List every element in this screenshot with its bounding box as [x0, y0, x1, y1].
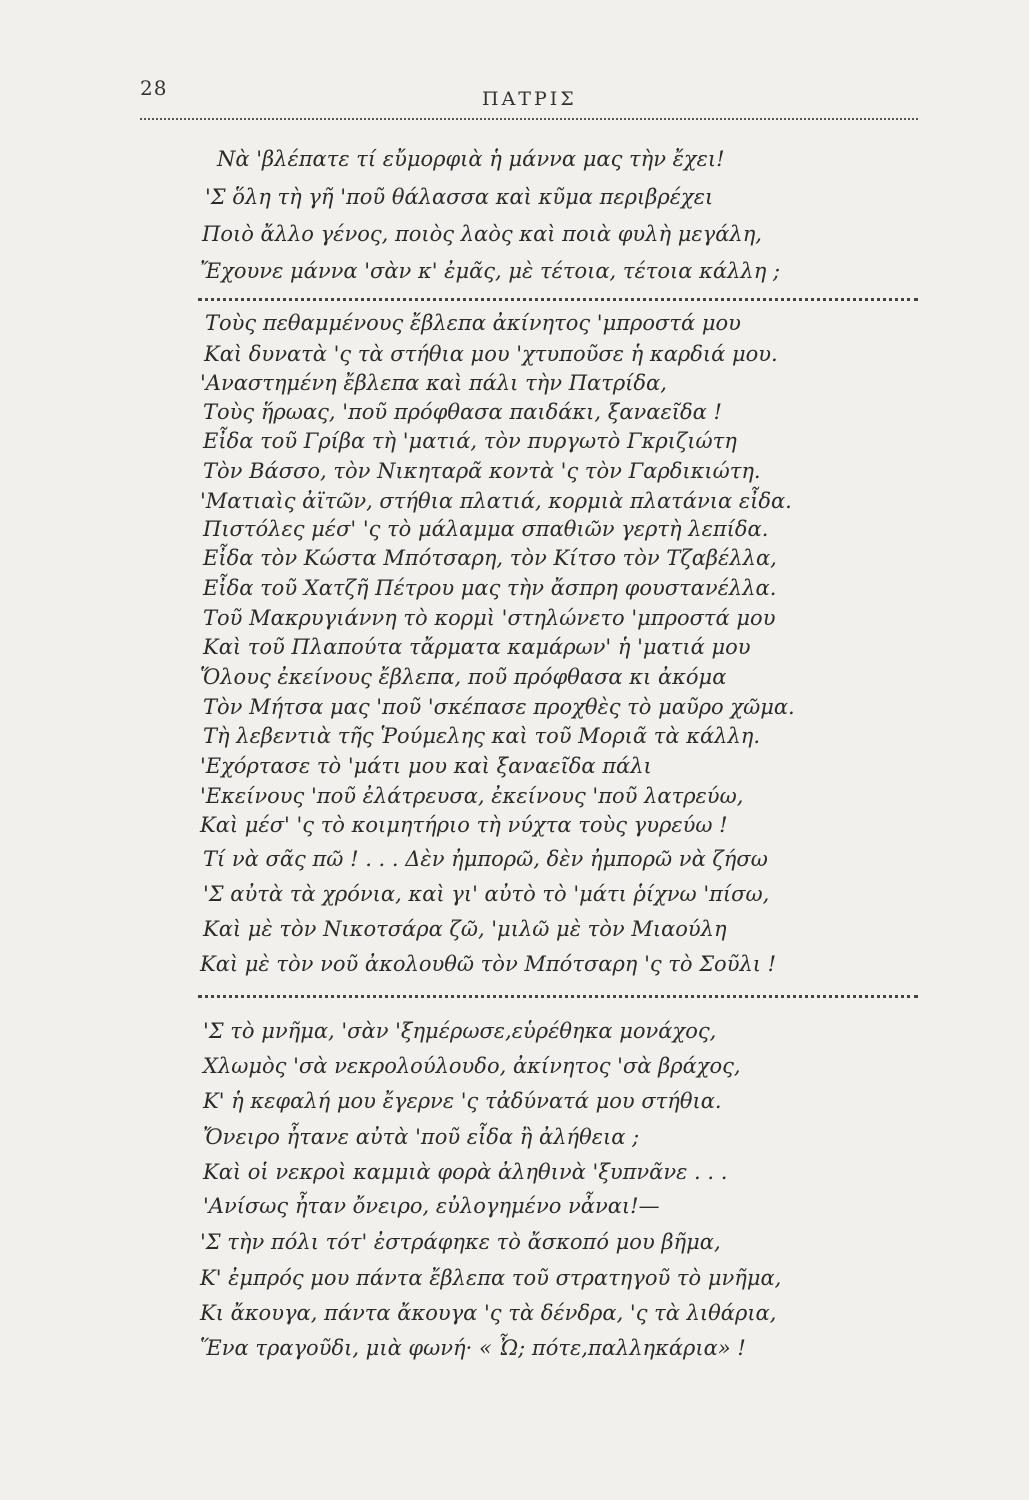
- verse-line: 'Σ αὐτὰ τὰ χρόνια, καὶ γι' αὐτὸ τὸ 'μάτι ῥίχνω 'πίσω,: [203, 882, 770, 906]
- verse-line: Κ' ἐμπρός μου πάντα ἔβλεπα τοῦ στρατηγοῦ τὸ μνῆμα,: [200, 1266, 782, 1290]
- verse-line: Ὄνειρο ἦτανε αὐτὰ 'ποῦ εἶδα ἢ ἀλήθεια ;: [203, 1125, 640, 1149]
- verse-line: 'Σ τὸ μνῆμα, 'σὰν 'ξημέρωσε,εὑρέθηκα μονάχος,: [203, 1019, 717, 1043]
- page-header: [0, 0, 1029, 130]
- verse-line: 'Σ ὅλη τὴ γῆ 'ποῦ θάλασσα καὶ κῦμα περιβρέχει: [205, 185, 714, 209]
- verse-line: Χλωμὸς 'σὰ νεκρολούλουδο, ἀκίνητος 'σὰ βράχος,: [203, 1054, 741, 1078]
- section-dots: [198, 298, 918, 301]
- verse-line: Εἶδα τοῦ Γρίβα τὴ 'ματιά, τὸν πυργωτὸ Γκριζιώτη: [203, 429, 737, 453]
- verse-line: Καὶ μέσ' 'ς τὸ κοιμητήριο τὴ νύχτα τοὺς γυρεύω !: [200, 813, 728, 837]
- verse-line: Ὅλους ἐκείνους ἔβλεπα, ποῦ πρόφθασα κι ἀκόμα: [200, 665, 727, 689]
- verse-line: Τοὺς ἥρωας, 'ποῦ πρόφθασα παιδάκι, ξαναεῖδα !: [203, 400, 722, 424]
- verse-line: 'Αναστημένη ἔβλεπα καὶ πάλι τὴν Πατρίδα,: [200, 371, 667, 395]
- verse-line: Καὶ τοῦ Πλαπούτα τἄρματα καμάρων' ἡ 'ματιά μου: [203, 635, 751, 659]
- verse-line: Καὶ μὲ τὸν Νικοτσάρα ζῶ, 'μιλῶ μὲ τὸν Μιαούλη: [203, 917, 727, 941]
- page-number: 28: [140, 76, 168, 100]
- verse-line: Κι ἄκουγα, πάντα ἄκουγα 'ς τὰ δένδρα, 'ς τὰ λιθάρια,: [200, 1301, 777, 1325]
- verse-line: 'Ματιαὶς ἀϊτῶν, στήθια πλατιά, κορμιὰ πλατάνια εἶδα.: [200, 489, 792, 513]
- verse-line: Ἕνα τραγοῦδι, μιὰ φωνή· « Ὦ; πότε,παλληκάρια» !: [200, 1336, 746, 1360]
- verse-line: 'Σ τὴν πόλι τότ' ἐστράφηκε τὸ ἄσκοπό μου βῆμα,: [200, 1230, 721, 1254]
- verse-line: Τί νὰ σᾶς πῶ ! . . . Δὲν ἠμπορῶ, δὲν ἠμπορῶ νὰ ζήσω: [203, 847, 768, 871]
- verse-line: Τὸν Μήτσα μας 'ποῦ 'σκέπασε προχθὲς τὸ μαῦρο χῶμα.: [203, 695, 795, 719]
- section-dots: [198, 995, 918, 998]
- running-title: ΠΑΤΡΙΣ: [482, 88, 577, 110]
- verse-line: 'Εχόρτασε τὸ 'μάτι μου καὶ ξαναεῖδα πάλι: [200, 754, 652, 778]
- verse-line: Κ' ἡ κεφαλή μου ἔγερνε 'ς τἀδύνατά μου στήθια.: [203, 1089, 722, 1113]
- verse-line: Ποιὸ ἄλλο γένος, ποιὸς λαὸς καὶ ποιὰ φυλὴ μεγάλη,: [202, 222, 762, 246]
- verse-line: Εἶδα τὸν Κώστα Μπότσαρη, τὸν Κίτσο τὸν Τζαβέλλα,: [203, 546, 777, 570]
- verse-line: Πιστόλες μέσ' 'ς τὸ μάλαμμα σπαθιῶν γερτὴ λεπίδα.: [203, 517, 769, 541]
- verse-line: Τοῦ Μακρυγιάννη τὸ κορμὶ 'στηλώνετο 'μπροστά μου: [203, 606, 776, 630]
- verse-line: Τὴ λεβεντιὰ τῆς Ῥούμελης καὶ τοῦ Μοριᾶ τὰ κάλλη.: [203, 724, 761, 748]
- verse-line: 'Εκείνους 'ποῦ ἐλάτρευσα, ἐκείνους 'ποῦ λατρεύω,: [200, 784, 744, 808]
- verse-line: Καὶ δυνατὰ 'ς τὰ στήθια μου 'χτυποῦσε ἡ καρδιά μου.: [204, 342, 778, 366]
- verse-line: Νὰ 'βλέπατε τί εὔμορφιὰ ἡ μάννα μας τὴν ἔχει!: [217, 147, 725, 171]
- verse-line: Ἔχουνε μάννα 'σὰν κ' ἐμᾶς, μὲ τέτοια, τέτοια κάλλη ;: [200, 259, 781, 283]
- verse-line: Εἶδα τοῦ Χατζῆ Πέτρου μας τὴν ἄσπρη φουστανέλλα.: [203, 576, 777, 600]
- verse-line: Καὶ μὲ τὸν νοῦ ἀκολουθῶ τὸν Μπότσαρη 'ς τὸ Σοῦλι !: [200, 952, 777, 976]
- header-rule: [140, 118, 918, 120]
- verse-line: 'Ανίσως ἦταν ὄνειρο, εὐλογημένο νἆναι!—: [203, 1194, 660, 1218]
- verse-line: Καὶ οἱ νεκροὶ καμμιὰ φορὰ ἀληθινὰ 'ξυπνᾶνε . . .: [203, 1160, 728, 1184]
- verse-line: Τὸν Βάσσο, τὸν Νικηταρᾶ κοντὰ 'ς τὸν Γαρδικιώτη.: [203, 459, 761, 483]
- verse-line: Τοὺς πεθαμμένους ἔβλεπα ἀκίνητος 'μπροστά μου: [205, 311, 741, 335]
